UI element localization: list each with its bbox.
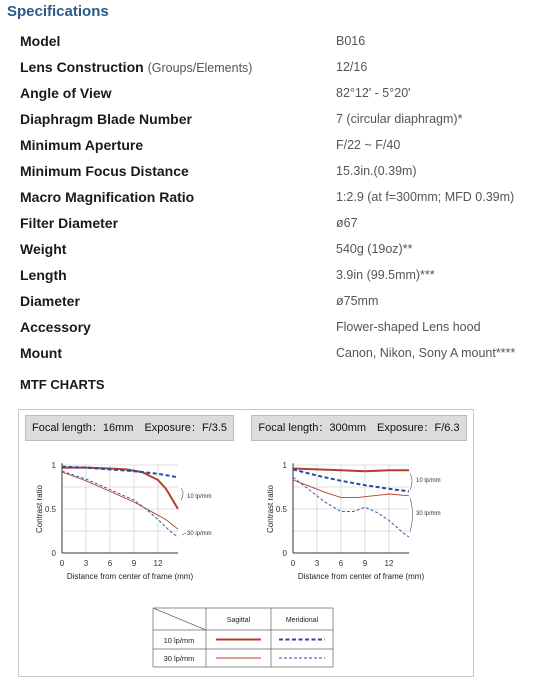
x-tick-label: 6	[338, 559, 344, 568]
spec-label-text: Angle of View	[20, 85, 112, 101]
30lpmm-meridional-line	[62, 471, 178, 537]
spec-row	[20, 189, 540, 211]
spec-value: 82°12' - 5°20'	[336, 86, 411, 100]
spec-label	[20, 163, 189, 179]
y-tick-label: 0	[282, 549, 287, 558]
mtf-charts-svg	[19, 410, 473, 676]
spec-value: Canon, Nikon, Sony A mount****	[336, 346, 516, 360]
spec-label-text: Filter Diameter	[20, 215, 119, 231]
x-tick-label: 0	[290, 559, 296, 568]
y-tick-label: 0.5	[275, 505, 287, 514]
mtf-heading: MTF CHARTS	[20, 377, 105, 392]
spec-row	[20, 319, 540, 341]
spec-label-text: Accessory	[20, 319, 91, 335]
spec-label	[20, 189, 194, 205]
spec-value: 1:2.9 (at f=300mm; MFD 0.39m)	[336, 190, 515, 204]
spec-row	[20, 293, 540, 315]
spec-label	[20, 137, 143, 153]
spec-label	[20, 33, 60, 49]
spec-label	[20, 111, 192, 127]
spec-value: Flower-shaped Lens hood	[336, 320, 481, 334]
spec-value: 12/16	[336, 60, 368, 74]
legend-header-sagittal: Sagittal	[226, 617, 251, 624]
spec-value: B016	[336, 34, 366, 48]
curve-annotation: 10 lp/mm	[187, 494, 212, 500]
spec-label-text: Minimum Focus Distance	[20, 163, 189, 179]
spec-row	[20, 163, 540, 185]
spec-value: 540g (19oz)**	[336, 242, 413, 256]
annotation-pointer	[182, 533, 186, 535]
30lpmm-sagittal-line	[62, 472, 178, 529]
y-tick-label: 1	[282, 461, 287, 470]
y-tick-label: 0	[51, 549, 56, 558]
annotation-bracket	[181, 488, 183, 500]
x-tick-label: 3	[83, 559, 89, 568]
spec-label-text: Length	[20, 267, 67, 283]
page-title: Specifications	[7, 3, 109, 20]
spec-label-text: Model	[20, 33, 61, 49]
spec-label-text: Mount	[20, 345, 62, 361]
legend-diagonal	[153, 608, 206, 630]
spec-row	[20, 85, 540, 107]
y-axis-label: Contrast ratio	[35, 484, 44, 534]
chart-1-title: Focal length：16mm Exposure：F/3.5	[25, 415, 234, 441]
annotation-bracket	[410, 474, 412, 490]
y-tick-label: 0.5	[44, 505, 56, 514]
curve-annotation: 30 lp/mm	[187, 531, 212, 537]
spec-sublabel: (Groups/Elements)	[147, 61, 253, 75]
spec-label-text: Lens Construction	[20, 59, 144, 75]
spec-label	[20, 293, 80, 309]
spec-value: 7 (circular diaphragm)*	[336, 112, 463, 126]
spec-label-text: Weight	[20, 241, 67, 257]
spec-value: 3.9in (99.5mm)***	[336, 268, 435, 282]
curve-annotation: 10 lp/mm	[416, 478, 441, 484]
spec-label	[20, 345, 62, 361]
spec-row	[20, 33, 540, 55]
x-axis-label: Distance from center of frame (mm)	[297, 572, 425, 581]
x-tick-label: 3	[314, 559, 320, 568]
x-tick-label: 9	[362, 559, 368, 568]
y-axis-label: Contrast ratio	[266, 484, 275, 534]
spec-label	[20, 85, 112, 101]
spec-row	[20, 215, 540, 237]
10lpmm-sagittal-line	[293, 469, 409, 472]
x-tick-label: 0	[59, 559, 65, 568]
spec-label-text: Diameter	[20, 293, 80, 309]
spec-label	[20, 215, 118, 231]
spec-value: ø75mm	[336, 294, 379, 308]
spec-label	[20, 241, 66, 257]
spec-row	[20, 137, 540, 159]
mtf-chart-panel	[18, 409, 474, 677]
10lpmm-meridional-line	[293, 469, 409, 491]
chart-2-title: Focal length：300mm Exposure：F/6.3	[251, 415, 467, 441]
spec-label-text: Minimum Aperture	[20, 137, 144, 153]
spec-value: F/22 ~ F/40	[336, 138, 401, 152]
legend-row-10: 10 lp/mm	[163, 636, 195, 645]
spec-row	[20, 267, 540, 289]
x-axis-label: Distance from center of frame (mm)	[66, 572, 194, 581]
spec-row	[20, 111, 540, 133]
spec-label-text: Macro Magnification Ratio	[20, 189, 195, 205]
x-tick-label: 12	[384, 559, 394, 568]
legend-header-meridional: Meridional	[285, 617, 319, 624]
annotation-bracket	[410, 498, 413, 532]
spec-label	[20, 59, 252, 75]
spec-label-text: Diaphragm Blade Number	[20, 111, 192, 127]
x-tick-label: 9	[131, 559, 137, 568]
spec-label	[20, 319, 91, 335]
x-tick-label: 12	[153, 559, 163, 568]
spec-row	[20, 241, 540, 263]
legend-row-30: 30 lp/mm	[163, 654, 195, 663]
spec-label	[20, 267, 67, 283]
spec-value: ø67	[336, 216, 358, 230]
x-tick-label: 6	[107, 559, 113, 568]
spec-value: 15.3in.(0.39m)	[336, 164, 417, 178]
spec-row	[20, 345, 540, 367]
curve-annotation: 30 lp/mm	[416, 511, 441, 517]
y-tick-label: 1	[51, 461, 56, 470]
spec-row	[20, 59, 540, 81]
